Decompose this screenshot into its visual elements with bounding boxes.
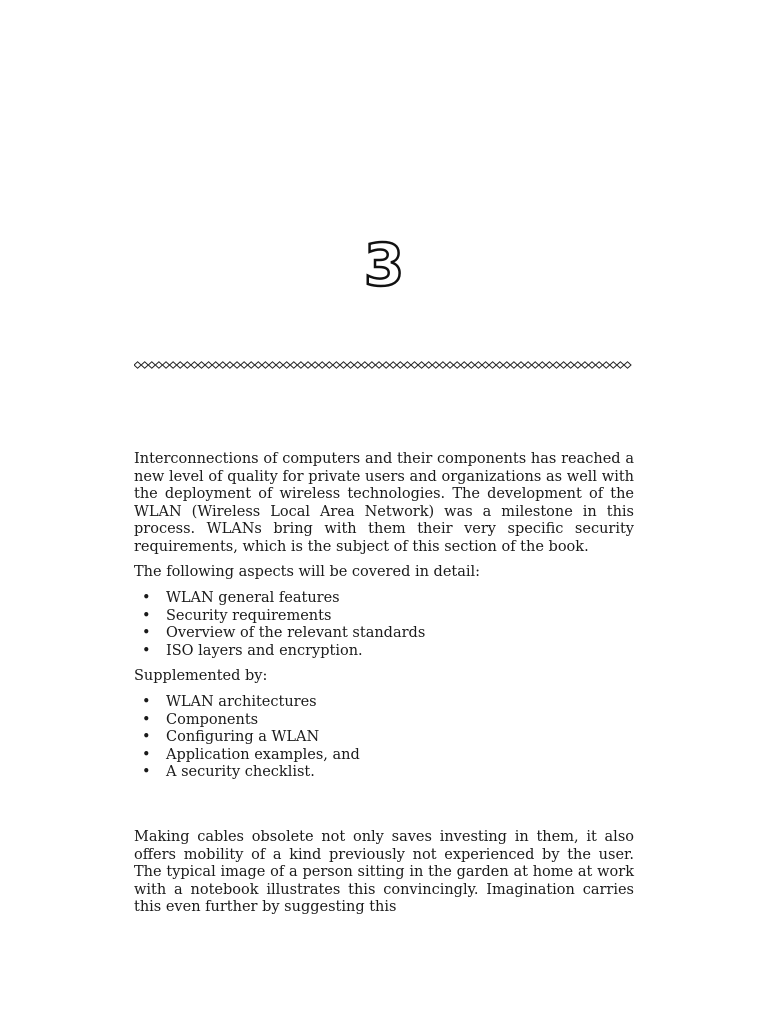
supplemented-list <box>134 694 634 782</box>
diamond-icon <box>383 362 390 368</box>
diamond-icon <box>617 362 624 368</box>
diamond-icon <box>319 362 326 368</box>
diamond-icon <box>262 362 269 368</box>
diamond-icon <box>503 362 510 368</box>
diamond-icon <box>305 362 312 368</box>
diamond-icon <box>241 362 248 368</box>
bullet-icon: • <box>142 746 151 763</box>
diamond-icon <box>589 362 596 368</box>
diamond-icon <box>525 362 532 368</box>
diamond-icon <box>340 362 347 368</box>
diamond-icon <box>461 362 468 368</box>
diamond-icon <box>234 362 241 368</box>
list-item: • Overview of the relevant standards <box>142 625 426 641</box>
diamond-icon <box>219 362 226 368</box>
list-item: • Application examples, and <box>142 746 360 763</box>
diamond-icon <box>624 362 631 368</box>
bullet-icon: • <box>142 729 151 745</box>
diamond-icon <box>546 362 553 368</box>
diamond-icon <box>560 362 567 368</box>
diamond-icon <box>163 362 170 368</box>
diamond-icon <box>248 362 255 368</box>
list-item: • A security checklist. <box>142 764 315 780</box>
diamond-icon <box>283 362 290 368</box>
intro-paragraph: Interconnections of computers and their components has reached a new level of quality for private users and organizations as well with the deployment of wireless technologies. The development of the WLAN (Wireless Local Area Network) was a milestone in this process. WLANs bring with them their very specific security requirements, which is the subject of this section of the book. <box>134 451 634 555</box>
diamond-icon <box>539 362 546 368</box>
diamond-icon <box>333 362 340 368</box>
supplemented-label: Supplemented by: <box>134 668 268 684</box>
diamond-icon <box>489 362 496 368</box>
closing-paragraph: Making cables obsolete not only saves investing in them, it also offers mobility of a kind previously not experienced by the user. The typical image of a person sitting in the garden at home at work with a notebook illustrates this convincingly. Imagination carries this even further by suggesting this <box>134 829 634 915</box>
diamond-icon <box>255 362 262 368</box>
list-item: • Components <box>142 711 259 728</box>
diamond-icon <box>567 362 574 368</box>
diamond-icon <box>482 362 489 368</box>
diamond-icon <box>354 362 361 368</box>
chapter-number: 3 <box>363 231 405 299</box>
diamond-icon <box>425 362 432 368</box>
diamond-icon <box>596 362 603 368</box>
diamond-icon <box>518 362 525 368</box>
list-item: • WLAN architectures <box>142 694 317 710</box>
bullet-icon: • <box>142 711 151 728</box>
diamond-icon <box>454 362 461 368</box>
diamond-icon <box>404 362 411 368</box>
list-item: • ISO layers and encryption. <box>142 642 363 659</box>
diamond-icon <box>312 362 319 368</box>
diamond-icon <box>134 362 141 368</box>
diamond-icon <box>177 362 184 368</box>
covered-aspects-list <box>134 590 634 660</box>
diamond-icon <box>141 362 148 368</box>
diamond-icon <box>418 362 425 368</box>
diamond-icon <box>155 362 162 368</box>
diamond-icon <box>610 362 617 368</box>
diamond-icon <box>496 362 503 368</box>
diamond-icon <box>170 362 177 368</box>
diamond-icon <box>184 362 191 368</box>
diamond-icon <box>468 362 475 368</box>
diamond-icon <box>432 362 439 368</box>
list-item: • WLAN general features <box>142 590 340 606</box>
diamond-icon <box>368 362 375 368</box>
diamond-icon <box>226 362 233 368</box>
diamond-icon <box>269 362 276 368</box>
diamond-icon <box>276 362 283 368</box>
diamond-icon <box>411 362 418 368</box>
diamond-icon <box>532 362 539 368</box>
diamond-icon <box>581 362 588 368</box>
diamond-icon <box>510 362 517 368</box>
diamond-icon <box>439 362 446 368</box>
bullet-icon: • <box>142 625 151 641</box>
diamond-icon <box>205 362 212 368</box>
bullet-icon: • <box>142 590 151 606</box>
diamond-icon <box>212 362 219 368</box>
bullet-icon: • <box>142 694 151 710</box>
diamond-icon <box>574 362 581 368</box>
covered-lead-in: The following aspects will be covered in detail: <box>134 564 481 580</box>
diamond-icon <box>553 362 560 368</box>
diamond-icon <box>191 362 198 368</box>
list-item: • Configuring a WLAN <box>142 729 320 745</box>
list-item: • Security requirements <box>142 607 332 624</box>
diamond-icon <box>603 362 610 368</box>
bullet-icon: • <box>142 642 151 659</box>
bullet-icon: • <box>142 607 151 624</box>
diamond-icon <box>376 362 383 368</box>
diamond-icon <box>347 362 354 368</box>
diamond-icon <box>361 362 368 368</box>
diamond-icon <box>297 362 304 368</box>
diamond-icon <box>475 362 482 368</box>
diamond-icon <box>390 362 397 368</box>
diamond-icon <box>326 362 333 368</box>
diamond-icon <box>447 362 454 368</box>
diamond-icon <box>397 362 404 368</box>
diamond-icon <box>148 362 155 368</box>
diamond-icon <box>198 362 205 368</box>
diamond-ornament-divider <box>134 359 634 371</box>
diamond-icon <box>290 362 297 368</box>
bullet-icon: • <box>142 764 151 780</box>
